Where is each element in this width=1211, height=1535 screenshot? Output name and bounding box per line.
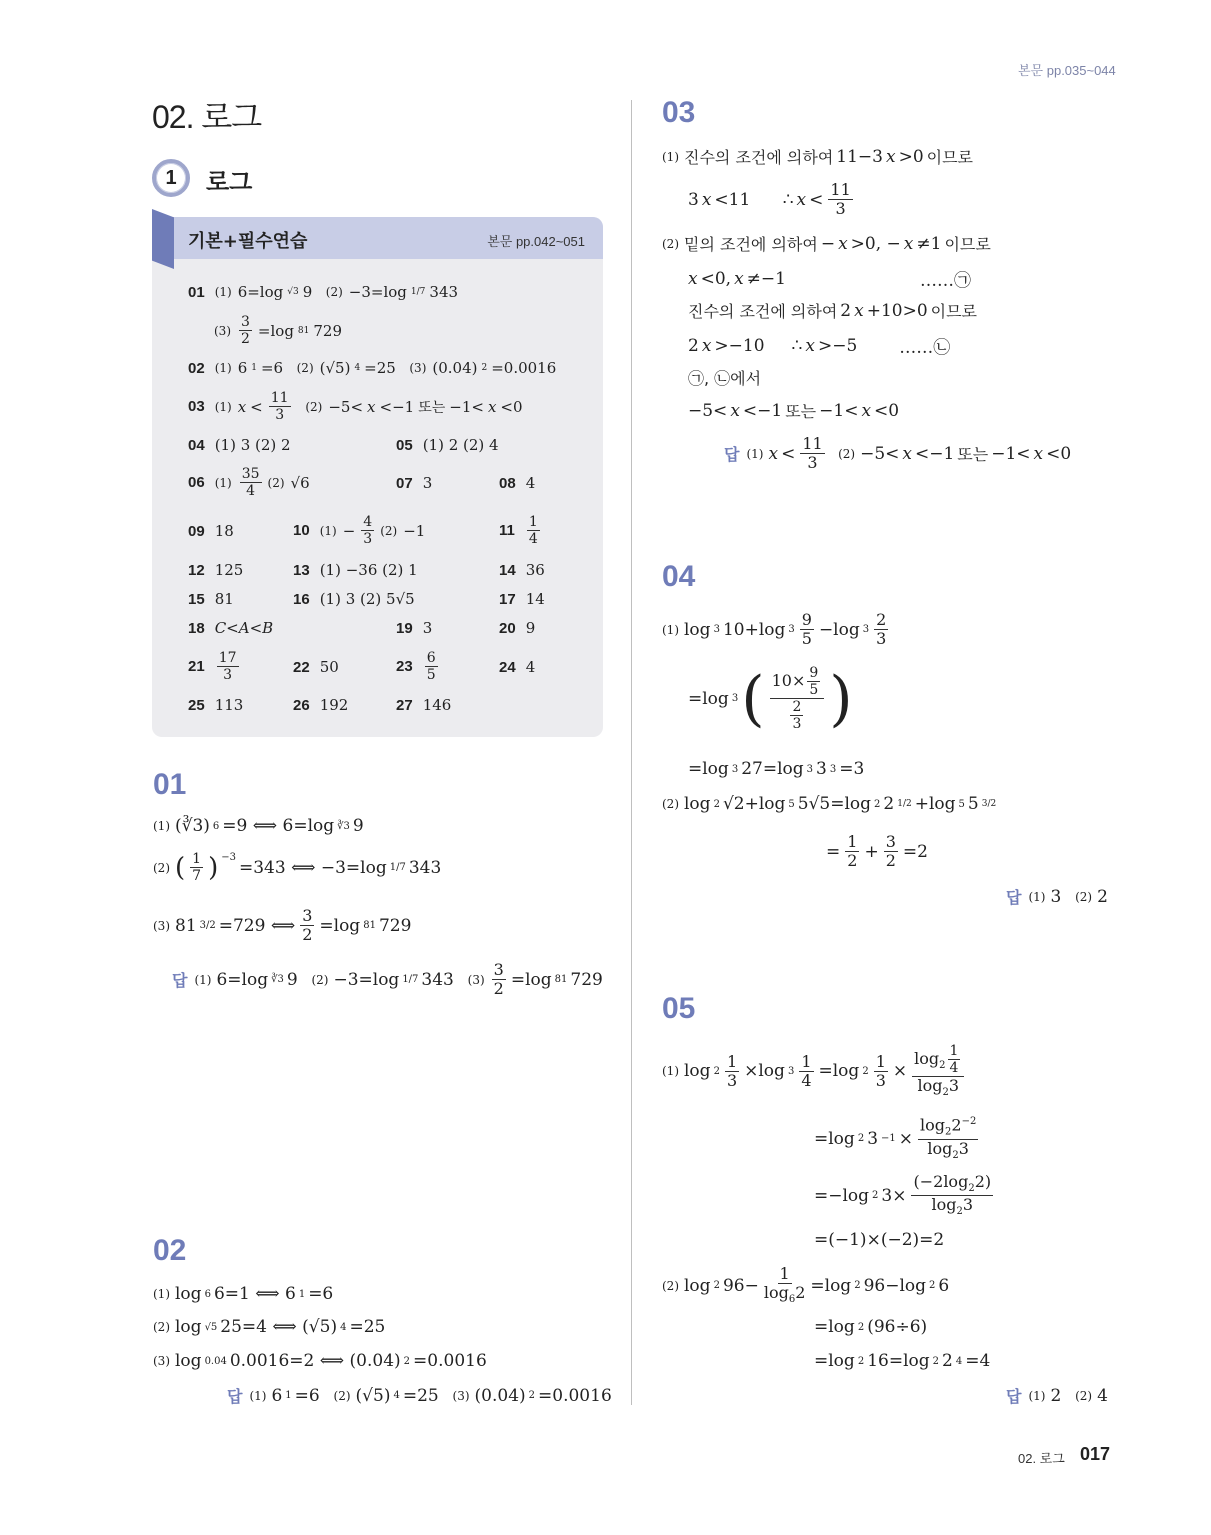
answer-label: 답: [1006, 1387, 1022, 1406]
answer-number: 11: [499, 522, 515, 539]
solution-03-line-3: (2) 밑의 조건에 의하여 − x >0, − x ≠1 이므로: [662, 233, 991, 254]
solution-01-title: 01: [153, 768, 187, 801]
answer-number: 07: [396, 474, 413, 492]
answer-text: (1) −36 (2) 1: [319, 561, 418, 579]
answer-text: 36: [525, 561, 545, 579]
answer-text: (1) 3 (2) 2: [214, 436, 291, 454]
solution-05-line-6: =log 2 (96÷6): [814, 1317, 928, 1337]
answer-text: 192: [319, 696, 349, 714]
answer-number: 01: [188, 283, 205, 301]
answer-number: 16: [293, 590, 310, 608]
solution-03-answer: 답 (1) x < $\frac{11}{3}$ (2) −5< x <−1 또는 −1< x <0: [724, 434, 1072, 472]
solution-04-line-2: =log 3 ( 10× $\frac{9}{5}$ $\frac{2}{3}$ ): [688, 663, 853, 734]
solution-05-line-1: (1) log 2 $\frac{1}{3}$ ×log 3 $\frac{1}{4}$ =log 2 $\frac{1}{3}$ × $\log_2$ $\frac{1}{4}$ $\log_23$: [662, 1044, 966, 1098]
answer-item-01-part3: (3) $\frac{3}{2}$ =log 81 729: [214, 314, 343, 347]
solution-01-line-1: (1) (∛3) 6 =9 ⟺ 6=log ∛3 9: [153, 816, 364, 836]
answer-number: 08: [499, 474, 516, 492]
solution-02-title: 02: [153, 1234, 187, 1267]
answer-text: C<A<B: [214, 619, 274, 637]
solution-03-line-4: x <0, x ≠−1 ……㉠: [688, 268, 971, 291]
answer-number: 21: [188, 658, 205, 675]
answer-summary-box: [152, 217, 603, 737]
answer-number: 03: [188, 398, 205, 415]
answer-item-19: [396, 619, 432, 637]
answer-text: 125: [214, 561, 244, 579]
answer-label: 답: [227, 1387, 243, 1406]
answer-item-11: 11 $\frac{1}{4}$: [499, 514, 538, 547]
solution-02-answer: 답 (1) 6 1 =6 (2) (√5) 4 =25 (3) (0.04) 2 =0.0016: [227, 1385, 612, 1406]
answer-item-05: [396, 436, 499, 454]
answer-item-26: [293, 696, 348, 714]
answer-item-16: [293, 590, 415, 608]
solution-03-line-7: ㉠, ㉡에서: [688, 369, 762, 388]
page-reference: 본문 pp.035~044: [1018, 63, 1116, 78]
answer-number: 22: [293, 658, 310, 676]
answer-item-09: [188, 522, 234, 540]
answer-item-18: [188, 619, 273, 637]
answer-number: 23: [396, 658, 413, 675]
answer-text: 14: [525, 590, 545, 608]
answer-number: 14: [499, 561, 516, 579]
answer-number: 17: [499, 590, 516, 608]
answer-text: 50: [319, 658, 339, 676]
answer-item-20: [499, 619, 535, 637]
section-number-badge: 1: [152, 159, 190, 197]
answer-item-08: [499, 474, 535, 492]
answer-number: 04: [188, 436, 205, 454]
solution-04-line-3: =log 3 27=log 3 3 3 =3: [688, 759, 865, 779]
solution-04-line-5: = $\frac{1}{2}$ + $\frac{3}{2}$ =2: [826, 832, 928, 870]
answer-text: 81: [214, 590, 234, 608]
answer-item-04: [188, 436, 291, 454]
answer-text: 146: [422, 696, 452, 714]
solution-05-line-2: =log 2 3 −1 × $\frac{\log_22^{-2}}{\log_23}$: [814, 1115, 977, 1161]
answer-item-15: [188, 590, 234, 608]
solution-03-title: 03: [662, 96, 696, 129]
solution-04-line-4: (2) log 2 √2+log 5 5√5=log 2 2 1/2 +log 5 5 3/2: [662, 794, 997, 814]
solution-05-line-7: =log 2 16=log 2 2 4 =4: [814, 1351, 991, 1371]
answer-number: 09: [188, 522, 205, 540]
answer-number: 10: [293, 522, 310, 539]
chapter-title: 02. 로그: [152, 99, 262, 135]
answer-number: 24: [499, 658, 516, 676]
answer-item-21: 21 $\frac{17}{3}$: [188, 650, 237, 683]
answer-text: (1) 3 (2) 5√5: [319, 590, 415, 608]
answer-box-header: [152, 217, 603, 259]
solution-03-line-6: 2 x >−10 ∴ x >−5 ……㉡: [688, 335, 951, 358]
solution-04-title: 04: [662, 560, 696, 593]
solution-03-line-8: −5< x <−1 또는 −1< x <0: [688, 400, 900, 421]
answer-text: 113: [214, 696, 244, 714]
solution-03-line-2: 3 x <11 ∴ x < $\frac{11}{3}$: [688, 180, 851, 218]
answer-item-25: [188, 696, 243, 714]
answer-number: 12: [188, 561, 205, 579]
answer-text: 18: [214, 522, 234, 540]
answer-text: 3: [422, 474, 433, 492]
section-title: 로그: [206, 168, 253, 196]
solution-01-line-3: (3) 81 3/2 =729 ⟺ $\frac{3}{2}$ =log 81 729: [153, 906, 412, 944]
box-tab-decoration: [152, 209, 174, 269]
answer-item-02: 02 (1) 6 1 =6 (2) (√5) 4 =25 (3) (0.04) 2 =0.0016: [188, 359, 557, 377]
answer-item-03: 03 (1) x < $\frac{11}{3}$ (2) −5< x <−1 또는 −1< x <0: [188, 390, 523, 423]
answer-item-13: [293, 561, 418, 579]
answer-box-title: 기본+필수연습: [188, 231, 308, 252]
answer-item-24: [499, 658, 535, 676]
answer-number: 25: [188, 696, 205, 714]
answer-item-22: [293, 658, 339, 676]
solution-05-line-4: =(−1)×(−2)=2: [814, 1230, 945, 1250]
answer-number: 18: [188, 619, 205, 637]
answer-text: (1) 2 (2) 4: [422, 436, 499, 454]
solution-02-line-1: (1) log 6 6=1 ⟺ 6 1 =6: [153, 1284, 334, 1304]
answer-number: 26: [293, 696, 310, 714]
answer-number: 19: [396, 619, 413, 637]
solution-05-line-3: =−log 2 3× $\frac{(-2\log_22)}{\log_23}$: [814, 1172, 992, 1218]
answer-item-01: 01 (1) 6=log √3 9 (2) −3=log 1/7 343: [188, 283, 459, 301]
answer-number: 27: [396, 696, 413, 714]
solution-01-line-2: (2) ( $\frac{1}{7}$ ) $^{-3}$ =343 ⟺ −3=log $_{1/7}$ 343: [153, 851, 442, 884]
answer-item-23: 23 $\frac{6}{5}$: [396, 650, 436, 683]
answer-text: 4: [525, 474, 536, 492]
solution-04-answer: 답 (1) 3 (2) 2: [1006, 886, 1108, 907]
answer-number: 15: [188, 590, 205, 608]
column-divider: [631, 100, 632, 1405]
solution-01-answer: 답 (1) 6=log ∛3 9 (2) −3=log 1/7 343 (3) $\frac{3}{2}$ =log 81 729: [172, 960, 603, 998]
answer-text: 9: [525, 619, 536, 637]
answer-label: 답: [172, 971, 188, 990]
answer-text: 3: [422, 619, 433, 637]
answer-number: 02: [188, 359, 205, 377]
answer-item-07: [396, 474, 432, 492]
solution-05-title: 05: [662, 992, 696, 1025]
answer-label: 답: [724, 445, 740, 464]
answer-item-06: 06 (1) $\frac{35}{4}$ (2) √6: [188, 466, 310, 499]
solution-04-line-1: (1) log 3 10+log 3 $\frac{9}{5}$ −log 3 $\frac{2}{3}$: [662, 610, 887, 648]
footer-chapter: 02. 로그: [1018, 1451, 1065, 1466]
solution-03-line-5: 진수의 조건에 의하여 2 x +10>0 이므로: [688, 300, 978, 321]
solution-02-line-2: (2) log √5 25=4 ⟺ (√5) 4 =25: [153, 1317, 386, 1337]
page-number: 017: [1080, 1444, 1111, 1464]
answer-box-ref: 본문 pp.042~051: [487, 234, 585, 249]
answer-number: 05: [396, 436, 413, 454]
answer-item-10: 10 (1) − $\frac{4}{3}$ (2) −1: [293, 514, 426, 547]
answer-item-27: [396, 696, 451, 714]
answer-number: 13: [293, 561, 310, 579]
solution-05-answer: 답 (1) 2 (2) 4: [1006, 1385, 1108, 1406]
answer-item-14: [499, 561, 545, 579]
answer-number: 20: [499, 619, 516, 637]
answer-item-12: [188, 561, 243, 579]
answer-label: 답: [1006, 888, 1022, 907]
answer-number: 06: [188, 474, 205, 491]
answer-text: 4: [525, 658, 536, 676]
solution-02-line-3: (3) log 0.04 0.0016=2 ⟺ (0.04) 2 =0.0016: [153, 1351, 487, 1371]
answer-item-17: [499, 590, 545, 608]
solution-03-line-1: (1) 진수의 조건에 의하여 11−3 x >0 이므로: [662, 146, 974, 167]
solution-05-line-5: (2) log 2 96− $\frac{1}{\log_62}$ =log 2 96−log 2 6: [662, 1264, 950, 1306]
